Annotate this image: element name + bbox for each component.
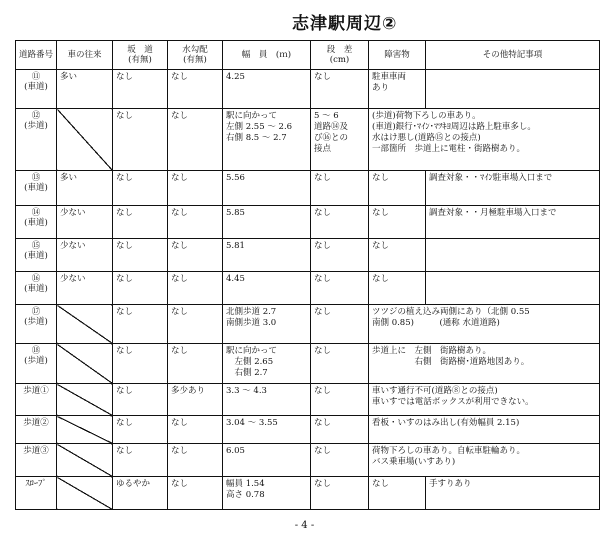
- table-row: [16, 305, 600, 344]
- notes-cell: 手すりあり: [426, 477, 600, 510]
- obstacle-cell: なし: [369, 272, 426, 305]
- table-row: [16, 444, 600, 477]
- slope-cell: なし: [113, 416, 168, 444]
- traffic-cell: 少ない: [57, 206, 113, 239]
- traffic-cell: [57, 384, 113, 416]
- traffic-cell: 多い: [57, 171, 113, 206]
- notes-cell: 調査対象・・ﾏｲﾝ駐車場入口まで: [426, 171, 600, 206]
- obstacle-cell: 駐車車両 あり: [369, 70, 426, 109]
- width-cell: 幅員 1.54 高さ 0.78: [223, 477, 311, 510]
- traffic-cell: [57, 305, 113, 344]
- step-cell: なし: [311, 171, 369, 206]
- step-cell: なし: [311, 305, 369, 344]
- obstacle-cell: なし: [369, 477, 426, 510]
- step-cell: なし: [311, 344, 369, 384]
- obstacle-cell: なし: [369, 239, 426, 272]
- traffic-cell: 少ない: [57, 272, 113, 305]
- table-row: [16, 171, 600, 206]
- notes-cell: 看板・いすのはみ出し(有効幅員 2.15): [369, 416, 600, 444]
- gradient-cell: 多少あり: [168, 384, 223, 416]
- gradient-cell: なし: [168, 272, 223, 305]
- gradient-cell: なし: [168, 344, 223, 384]
- notes-cell: [426, 70, 600, 109]
- notes-cell: (歩道)荷物下ろしの車あり。 (車道)銀行･ﾏｲﾝ･ﾏﾂｷﾖ周辺は路上駐車多し。 水はけ悪し(道路⑮との接点) 一部箇所 歩道上に電柱・街路樹あり。: [369, 109, 600, 171]
- table-row: [16, 416, 600, 444]
- road-number: ⑱ (歩道): [16, 344, 57, 384]
- road-number: 歩道③: [16, 444, 57, 477]
- road-number: ⑰ (歩道): [16, 305, 57, 344]
- table-row: [16, 109, 600, 171]
- slope-cell: なし: [113, 206, 168, 239]
- width-cell: 4.45: [223, 272, 311, 305]
- width-cell: 5.81: [223, 239, 311, 272]
- road-number: ⑮ (車道): [16, 239, 57, 272]
- width-cell: 4.25: [223, 70, 311, 109]
- notes-cell: 荷物下ろしの車あり。自転車駐輪あり。 バス乗車場(いすあり): [369, 444, 600, 477]
- width-cell: 駅に向かって 左側 2.55 ～ 2.6 右側 8.5 ～ 2.7: [223, 109, 311, 171]
- header-road-number: 道路番号: [16, 41, 57, 70]
- gradient-cell: なし: [168, 171, 223, 206]
- width-cell: 5.85: [223, 206, 311, 239]
- obstacle-cell: なし: [369, 206, 426, 239]
- table-row: [16, 239, 600, 272]
- width-cell: 5.56: [223, 171, 311, 206]
- table-row: [16, 206, 600, 239]
- header-step: 段 差 (cm): [311, 41, 369, 70]
- notes-cell: 車いす通行不可(道路⑧との接点) 車いすでは電話ボックスが利用できない。: [369, 384, 600, 416]
- notes-cell: [426, 239, 600, 272]
- notes-cell: 調査対象・・月極駐車場入口まで: [426, 206, 600, 239]
- traffic-cell: 多い: [57, 70, 113, 109]
- table-row: [16, 344, 600, 384]
- header-notes: その他特記事項: [426, 41, 600, 70]
- obstacle-cell: なし: [369, 171, 426, 206]
- traffic-cell: [57, 344, 113, 384]
- gradient-cell: なし: [168, 416, 223, 444]
- slope-cell: なし: [113, 171, 168, 206]
- gradient-cell: なし: [168, 206, 223, 239]
- width-cell: 駅に向かって 左側 2.65 右側 2.7: [223, 344, 311, 384]
- road-number: ⑭ (車道): [16, 206, 57, 239]
- step-cell: なし: [311, 272, 369, 305]
- header-width: 幅 員 (ｍ): [223, 41, 311, 70]
- gradient-cell: なし: [168, 70, 223, 109]
- road-number: ⑪ (車道): [16, 70, 57, 109]
- traffic-cell: [57, 416, 113, 444]
- notes-cell: 歩道上に 左側 街路樹あり。 右側 街路樹･道路地図あり。: [369, 344, 600, 384]
- step-cell: なし: [311, 444, 369, 477]
- gradient-cell: なし: [168, 444, 223, 477]
- slope-cell: なし: [113, 70, 168, 109]
- notes-cell: [426, 272, 600, 305]
- slope-cell: なし: [113, 344, 168, 384]
- header-obstacle: 障害物: [369, 41, 426, 70]
- step-cell: なし: [311, 239, 369, 272]
- slope-cell: なし: [113, 239, 168, 272]
- road-number: ｽﾛｰﾌﾟ: [16, 477, 57, 510]
- slope-cell: ゆるやか: [113, 477, 168, 510]
- notes-cell: ツツジの植え込み両側にあり（北側 0.55 南側 0.85) (通称 水道道路): [369, 305, 600, 344]
- table-row: [16, 384, 600, 416]
- slope-cell: なし: [113, 384, 168, 416]
- step-cell: なし: [311, 70, 369, 109]
- header-row: [16, 41, 600, 70]
- road-number: ⑫ (歩道): [16, 109, 57, 171]
- width-cell: 3.04 ～ 3.55: [223, 416, 311, 444]
- road-number: ⑯ (車道): [16, 272, 57, 305]
- road-number: 歩道①: [16, 384, 57, 416]
- width-cell: 3.3 ～ 4.3: [223, 384, 311, 416]
- traffic-cell: 少ない: [57, 239, 113, 272]
- road-number: ⑬ (車道): [16, 171, 57, 206]
- road-number: 歩道②: [16, 416, 57, 444]
- slope-cell: なし: [113, 109, 168, 171]
- step-cell: なし: [311, 206, 369, 239]
- gradient-cell: なし: [168, 477, 223, 510]
- step-cell: なし: [311, 477, 369, 510]
- width-cell: 6.05: [223, 444, 311, 477]
- gradient-cell: なし: [168, 239, 223, 272]
- table-row: [16, 70, 600, 109]
- traffic-cell: [57, 444, 113, 477]
- header-traffic: 車の往来: [57, 41, 113, 70]
- width-cell: 北側歩道 2.7 南側歩道 3.0: [223, 305, 311, 344]
- traffic-cell: [57, 109, 113, 171]
- step-cell: なし: [311, 416, 369, 444]
- page-number: - 4 -: [294, 520, 315, 531]
- slope-cell: なし: [113, 272, 168, 305]
- road-survey-table: [15, 40, 600, 510]
- table-row: [16, 272, 600, 305]
- slope-cell: なし: [113, 305, 168, 344]
- traffic-cell: [57, 477, 113, 510]
- table-row: [16, 477, 600, 510]
- step-cell: 5 ～ 6 道路⑭及 び⑯との 接点: [311, 109, 369, 171]
- gradient-cell: なし: [168, 305, 223, 344]
- header-gradient: 水勾配 (有無): [168, 41, 223, 70]
- gradient-cell: なし: [168, 109, 223, 171]
- slope-cell: なし: [113, 444, 168, 477]
- header-slope: 坂 道 (有無): [113, 41, 168, 70]
- step-cell: なし: [311, 384, 369, 416]
- page-title: 志津駅周辺②: [292, 14, 398, 34]
